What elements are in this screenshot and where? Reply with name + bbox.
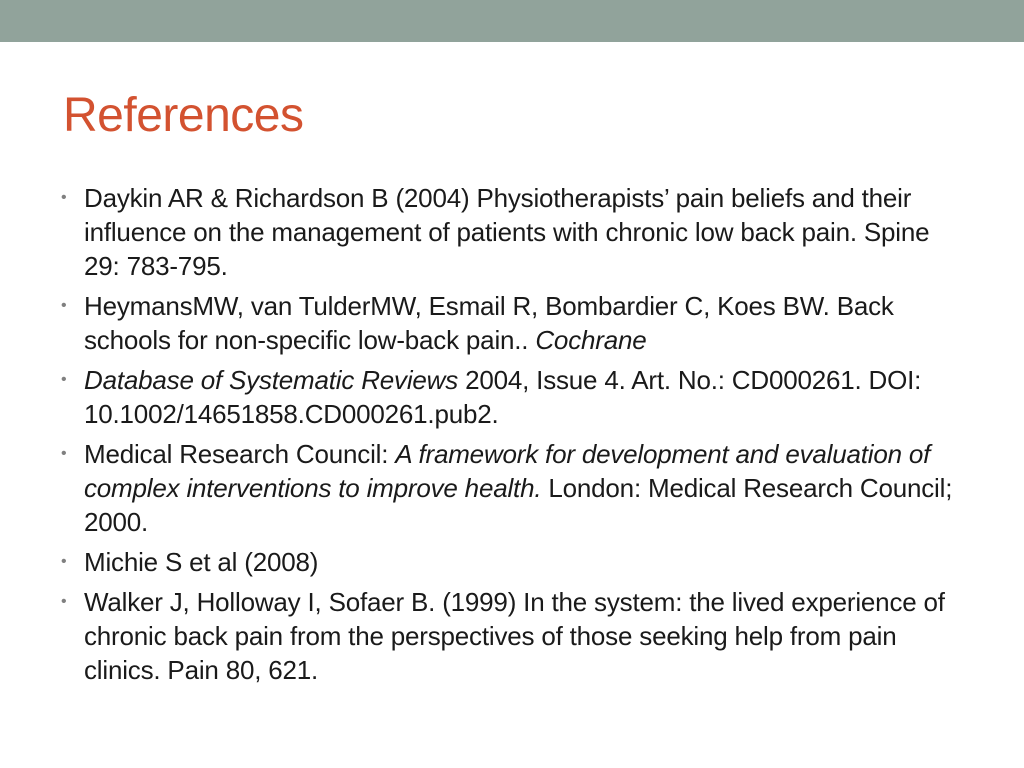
reference-item-4 (60, 437, 960, 539)
reference-item-2 (60, 289, 960, 357)
slide-title: References (63, 89, 304, 142)
reference-text: Daykin AR & Richardson B (2004) Physiotherapists’ pain beliefs and their influence on the management of patients with chronic low back pain. Spine 29: 783-795. (84, 183, 930, 281)
reference-list (60, 181, 960, 693)
bullet-icon: • (61, 593, 67, 610)
reference-text: Walker J, Holloway I, Sofaer B. (1999) In the system: the lived experience of chronic back pain from the perspectives of those seeking help from pain clinics. Pain 80, 621. (84, 587, 945, 685)
reference-item-1 (60, 181, 960, 283)
reference-text: Michie S et al (2008) (84, 547, 319, 577)
reference-italic-text: Database of Systematic Reviews (84, 365, 459, 395)
bullet-icon: • (61, 553, 67, 570)
reference-item-6 (60, 585, 960, 687)
bullet-icon: • (61, 371, 67, 388)
reference-italic-text: Cochrane (535, 325, 647, 355)
bullet-icon: • (61, 445, 67, 462)
top-accent-band (0, 0, 1024, 42)
reference-italic-text: A framework for development and evaluation of complex interventions to improve health. (84, 439, 931, 503)
bullet-icon: • (61, 297, 67, 314)
reference-item-3 (60, 363, 960, 431)
bullet-icon: • (61, 189, 67, 206)
reference-text-after: 2004, Issue 4. Art. No.: CD000261. DOI: 10.1002/14651858.CD000261.pub2. (84, 365, 922, 429)
reference-item-5 (60, 545, 960, 579)
reference-text: Medical Research Council: (84, 439, 396, 469)
reference-text: HeymansMW, van TulderMW, Esmail R, Bombardier C, Koes BW. Back schools for non-specific low-back pain.. (84, 291, 894, 355)
reference-text-after: London: Medical Research Council; 2000. (84, 473, 953, 537)
